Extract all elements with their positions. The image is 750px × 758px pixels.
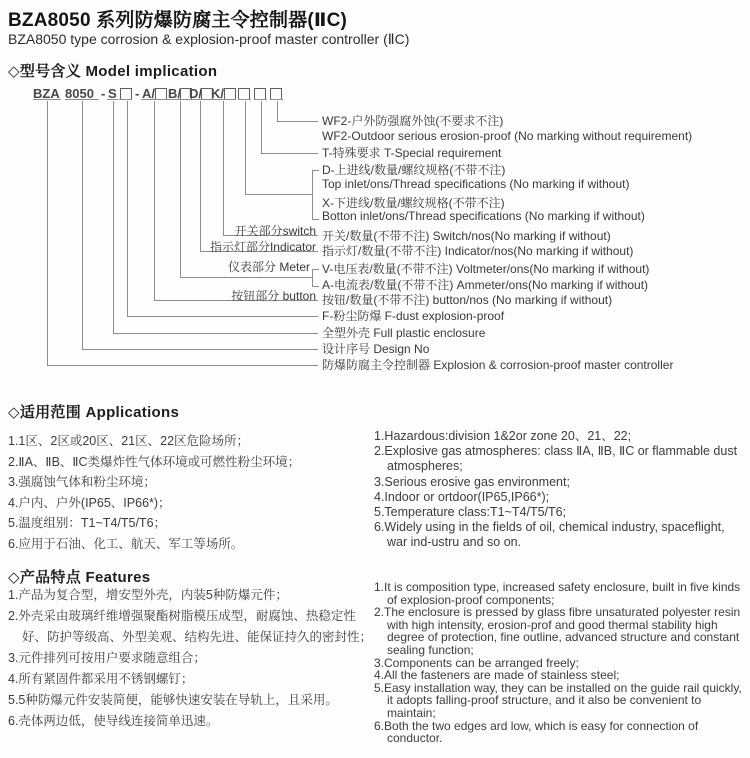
code-underline (33, 99, 61, 100)
model-code-part: BZA (33, 86, 60, 101)
diagram-label: X-下进线/数量/螺纹规格(不带不注) (322, 196, 505, 210)
application-item-zh: 3.强腐蚀气体和粉尘环境； (8, 475, 156, 490)
diagram-label: 全塑外壳 Full plastic enclosure (322, 326, 486, 340)
feature-item-en: 5.Easy installation way, they can be installed on the guide rail quickly, it adopts falling-proof structure, and it also be convenient to maintain; (374, 680, 742, 720)
feature-item-zh: 2.外壳采由玻璃纤维增强聚酯树脂模压成型，耐腐蚀、热稳定性好、防护等级高、外型美观、结构先进、能保证持久的密封性； (8, 609, 373, 644)
feature-item-zh: 3.元件排列可按用户要求随意组合； (8, 651, 206, 665)
diagram-label: WF2-Outdoor serious erosion-proof (No marking without requirement) (322, 129, 693, 143)
code-underline (238, 99, 251, 100)
diagram-label: 按钮/数量(不带不注) button/nos (No marking if without) (322, 293, 613, 307)
feature-item-en: 4.All the fasteners are made of stainless steel; (374, 668, 620, 683)
features-list-en (374, 581, 748, 745)
section-heading-model-implication: ◇型号含义 Model implication (8, 63, 218, 80)
diagram-label: F-粉尘防爆 F-dust explosion-proof (322, 309, 505, 323)
connector-line (277, 101, 318, 122)
section-heading-applications: ◇适用范围 Applications (8, 404, 180, 421)
application-item-zh: 6.应用于石油、化工、航天、军工等场所。 (8, 536, 244, 551)
diagram-label: WF2-户外防强腐外蚀(不要求不注) (322, 114, 504, 128)
diagram-label: A-电流表/数量(不带不注) Ammeter/ons(No marking if without) (322, 278, 649, 292)
model-code-part: B/ (168, 86, 181, 101)
feature-item-zh: 5.5种防爆元件安装简便，能够快速安装在导轨上，且采用。 (8, 693, 338, 707)
application-item-zh: 4.户内、户外(IP65、IP66*)； (8, 495, 171, 510)
model-code-part: A/ (142, 86, 155, 101)
code-underline (107, 99, 118, 100)
diagram-label: 开关/数量(不带不注) Switch/nos(No marking if without) (322, 229, 611, 243)
diagram-label: 防爆防腐主令控制器 Explosion & corrosion-proof master controller (322, 358, 674, 372)
application-item-en: 6.Widely using in the fields of oil, chemical industry, spaceflight, war ind-ustru and so on. (374, 520, 725, 550)
page-title: BZA8050 系列防爆防腐主令控制器(ⅡC) (8, 10, 348, 31)
diagram-part-label: 指示灯部分Indicator (209, 240, 316, 254)
feature-item-zh: 1.产品为复合型，增安型外壳，内装5种防爆元件； (8, 588, 288, 602)
model-code-part: S (108, 86, 117, 101)
application-item-zh: 5.温度组别：T1~T4/T5/T6； (8, 516, 167, 531)
diagram-label: Botton inlet/ons/Thread specifications (No marking if without) (322, 209, 645, 223)
diagram-part-label: 仪表部分 Meter (227, 260, 310, 274)
model-code-part: - (101, 86, 106, 101)
code-underline (141, 99, 167, 100)
page-subtitle: BZA8050 type corrosion & explosion-proof master controller (ⅡC) (8, 31, 410, 47)
applications-list-zh (8, 431, 370, 555)
code-underline (119, 99, 132, 100)
application-item-en: 4.Indoor or ortdoor(IP65,IP66*); (374, 489, 550, 504)
application-item-en: 5.Temperature class:T1~T4/T5/T6; (374, 505, 567, 520)
diagram-label: T-特殊要求 T-Special requirement (322, 146, 502, 160)
code-underline (210, 99, 236, 100)
diagram-label: 指示灯/数量(不带不注) Indicator/nos(No marking if without) (322, 244, 634, 258)
code-underline (254, 99, 267, 100)
code-underline (65, 99, 99, 100)
application-item-zh: 2.ⅡA、ⅡB、ⅡC类爆炸性气体环境或可燃性粉尘环境； (8, 454, 301, 469)
application-item-en: 3.Serious erosive gas environment; (374, 474, 570, 489)
application-item-en: 1.Hazardous:division 1&2or zone 20、21、22; (374, 429, 632, 443)
code-underline (270, 99, 283, 100)
code-underline (188, 99, 212, 100)
model-code-part: 8050 (65, 86, 94, 101)
applications-list-en (374, 429, 746, 551)
features-list-zh (8, 585, 372, 732)
section-heading-features: ◇产品特点 Features (8, 569, 151, 586)
diagram-label: V-电压表/数量(不带不注) Voltmeter/ons(No marking if without) (322, 262, 650, 276)
model-code-part: K/ (211, 86, 224, 101)
application-item-zh: 1.1区、2区或20区、21区、22区危险场所； (8, 434, 250, 448)
diagram-label: D-上进线/数量/螺纹规格(不带不注) (322, 163, 506, 177)
model-code-part: - (135, 86, 140, 101)
diagram-part-label: 开关部分switch (234, 224, 316, 238)
feature-item-en: 1.It is composition type, increased safety enclosure, built in five kinds of explosion-proof components; (374, 580, 741, 607)
feature-item-en: 2.The enclosure is pressed by glass fibre unsaturated polyester resin with high intensity, erosion-prof and good thermal stability high degree of protection, fine outline, advanced structure and constant sealing function; (374, 605, 741, 657)
model-code-part: D/ (189, 86, 202, 101)
feature-item-en: 3.Components can be arranged freely; (374, 655, 579, 670)
application-item-en: 2.Explosive gas atmospheres: class ⅡA, ⅡB, ⅡC or flammable dust atmospheres; (374, 444, 738, 474)
feature-item-zh: 4.所有紧固件都采用不锈钢螺钉； (8, 672, 194, 686)
feature-item-en: 6.Both the two edges ard low, which is easy for connection of conductor. (374, 718, 699, 746)
feature-item-zh: 6.壳体两边低，使导线连接简单迅速。 (8, 714, 219, 728)
diagram-label: Top inlet/ons/Thread specifications (No marking if without) (322, 177, 630, 191)
diagram-label: 设计序号 Design No (322, 342, 430, 356)
diagram-part-label: 按钮部分 button (231, 289, 316, 303)
